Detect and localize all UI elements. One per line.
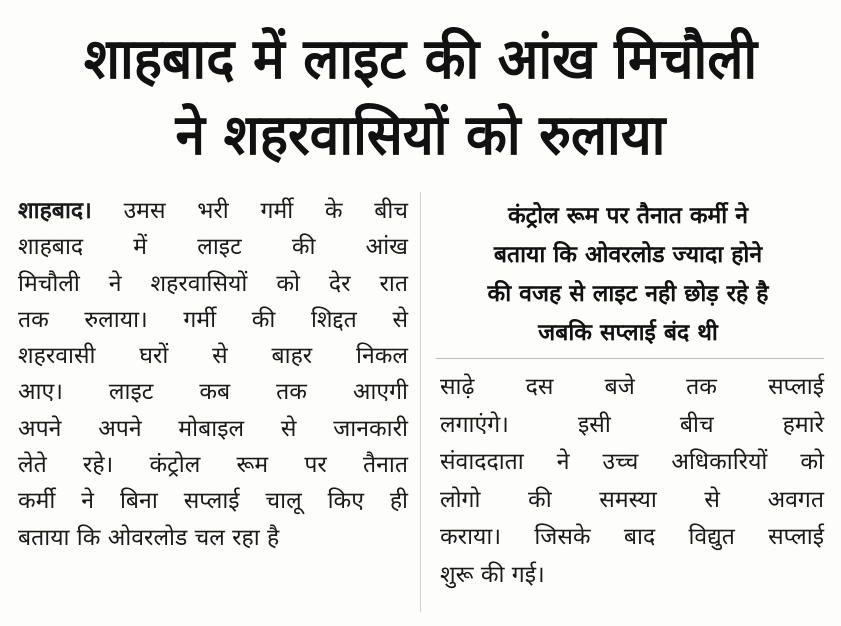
body-line: मिचौली ने शहरवासियों को देर रात [18,270,408,297]
pull-quote-line: बताया कि ओवरलोड ज्यादा होने [493,242,763,268]
body-line: शाहबाद में लाइट की आंख [18,234,408,261]
body-line: लगाएंगे। इसी बीच हमारे [440,411,824,438]
pull-quote-line: जबकि सप्लाई बंद थी [538,320,718,346]
body-line: संवाददाता ने उच्च अधिकारियों को [440,449,824,475]
left-column-body [18,193,408,556]
body-line: आए। लाइट कब तक आएगी [18,379,408,406]
body-line: लोगो की समस्या से अवगत [440,486,824,513]
body-line: शहरवासी घरों से बाहर निकल [18,343,408,370]
right-column-body [440,369,824,594]
headline [0,22,841,174]
body-line-text: उमस भरी गर्मी के बीच [91,198,408,224]
pull-quote-line: कंट्रोल रूम पर तैनात कर्मी ने [507,203,749,229]
body-line: तक रुलाया। गर्मी की शिद्दत से [18,306,408,333]
dateline: शाहबाद। [18,198,92,224]
column-divider [420,192,421,612]
headline-line-1: शाहबाद में लाइट की आंख मिचौली [83,27,758,92]
pull-quote [432,197,824,353]
body-line: साढ़े दस बजे तक सप्लाई [440,374,824,400]
body-line: कर्मी ने बिना सप्लाई चालू किए ही [18,488,408,515]
headline-line-2: ने शहरवासियों को रुलाया [175,103,666,168]
body-line: अपने अपने मोबाइल से जानकारी [18,415,408,442]
body-line: बताया कि ओवरलोड चल रहा है [18,524,280,551]
body-line [18,193,408,229]
body-line: शुरू की गई। [440,561,545,588]
pull-quote-line: की वजह से लाइट नही छोड़ रहे है [487,281,769,307]
body-line: कराया। जिसके बाद विद्युत सप्लाई [440,524,824,550]
pull-quote-divider [436,358,824,359]
body-line: लेते रहे। कंट्रोल रूम पर तैनात [18,452,408,479]
